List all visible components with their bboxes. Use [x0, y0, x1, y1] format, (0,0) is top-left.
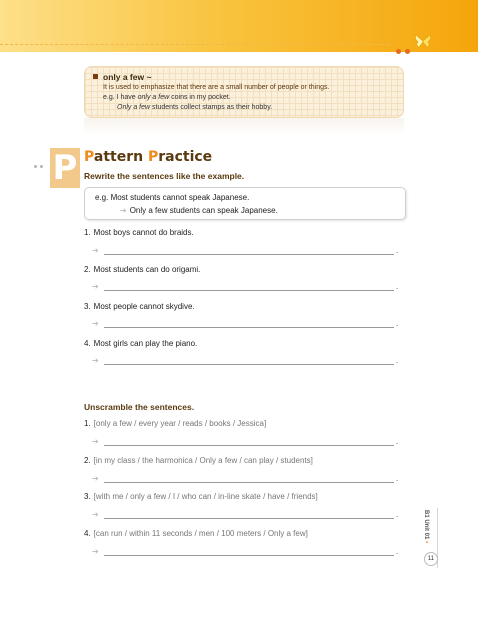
grammar-example-1-prefix: e.g. I have — [103, 94, 138, 101]
example-question: e.g. Most students cannot speak Japanese. — [95, 193, 250, 202]
section-dots — [34, 155, 46, 173]
part2-answer-line-1[interactable] — [92, 437, 404, 447]
grammar-note-box — [84, 66, 404, 118]
grammar-example-2 — [117, 103, 395, 113]
part2-item-3 — [84, 492, 318, 501]
title-rest-1: attern — [93, 149, 148, 165]
item-text: [can run / within 11 seconds / men / 100 meters / Only a few] — [93, 529, 308, 538]
answer-rule[interactable] — [104, 327, 394, 328]
answer-rule[interactable] — [104, 445, 394, 446]
answer-rule[interactable] — [104, 364, 394, 365]
part2-item-1 — [84, 419, 266, 428]
arrow-icon: ➔ — [92, 246, 99, 255]
item-text: Most people cannot skydive. — [93, 302, 195, 311]
title-rest-2: ractice — [158, 149, 213, 165]
part1-answer-line-2[interactable] — [92, 282, 404, 292]
item-number: 1. — [84, 228, 91, 237]
item-number: 4. — [84, 339, 91, 348]
grammar-title-text: only a few ~ — [103, 72, 152, 82]
answer-period: . — [396, 474, 399, 483]
grammar-example-1-italic: only a few — [137, 94, 170, 101]
answer-period: . — [396, 246, 399, 255]
unit-label-text: B1 Unit 01 — [423, 510, 429, 540]
answer-period: . — [396, 547, 399, 556]
part1-answer-line-1[interactable] — [92, 246, 404, 256]
item-number: 4. — [84, 529, 91, 538]
answer-rule[interactable] — [104, 482, 394, 483]
part1-answer-line-3[interactable] — [92, 319, 404, 329]
item-text: Most students can do origami. — [93, 265, 201, 274]
part1-answer-line-4[interactable] — [92, 356, 404, 366]
answer-rule[interactable] — [104, 254, 394, 255]
example-answer: Only a few students can speak Japanese. — [129, 206, 278, 215]
item-text: Most boys cannot do braids. — [93, 228, 194, 237]
answer-period: . — [396, 437, 399, 446]
arrow-icon: ➔ — [92, 437, 99, 446]
part1-item-4 — [84, 339, 197, 348]
answer-period: . — [396, 510, 399, 519]
part2-item-2 — [84, 456, 313, 465]
part2-answer-line-2[interactable] — [92, 474, 404, 484]
grammar-example-2-italic: Only a few — [117, 104, 151, 111]
grammar-example-1-suffix: coins in my pocket. — [169, 94, 231, 101]
item-text: [with me / only a few / I / who can / in-line skate / have / friends] — [93, 492, 318, 501]
banner-dashed-line — [0, 44, 390, 45]
item-text: [only a few / every year / reads / books / Jessica] — [93, 419, 267, 428]
answer-rule[interactable] — [104, 555, 394, 556]
arrow-icon: ➔ — [92, 474, 99, 483]
arrow-icon: ➔ — [92, 356, 99, 365]
example-answer-row — [120, 204, 395, 217]
arrow-icon: ➔ — [92, 319, 99, 328]
answer-period: . — [396, 282, 399, 291]
arrow-icon: ➔ — [92, 282, 99, 291]
part1-instruction: Rewrite the sentences like the example. — [84, 171, 245, 181]
grammar-description: It is used to emphasize that there are a small number of people or things. — [103, 84, 330, 91]
section-title — [84, 149, 212, 165]
part2-instruction: Unscramble the sentences. — [84, 402, 195, 412]
answer-rule[interactable] — [104, 290, 394, 291]
title-cap-1: P — [84, 149, 94, 165]
example-box — [84, 187, 406, 220]
grammar-title — [93, 72, 395, 82]
item-number: 2. — [84, 456, 91, 465]
section-big-letter: P — [50, 148, 80, 188]
title-cap-2: P — [147, 149, 159, 165]
answer-period: . — [396, 319, 399, 328]
answer-period: . — [396, 356, 399, 365]
page-number: 11 — [424, 552, 438, 566]
part1-item-2 — [84, 265, 200, 274]
arrow-icon: ➔ — [92, 510, 99, 519]
butterfly-icon — [414, 33, 432, 54]
arrow-icon: ➔ — [120, 206, 127, 215]
grammar-example-1 — [103, 93, 395, 103]
part1-item-3 — [84, 302, 195, 311]
part1-item-1 — [84, 228, 194, 237]
item-text: Most girls can play the piano. — [93, 339, 198, 348]
unit-label-dot: • — [423, 539, 429, 544]
bullet-square-icon — [93, 74, 98, 79]
grammar-box-shadow — [84, 118, 404, 136]
part2-answer-line-4[interactable] — [92, 547, 404, 557]
item-text: [in my class / the harmonica / Only a few / can play / students] — [93, 456, 313, 465]
item-number: 2. — [84, 265, 91, 274]
item-number: 3. — [84, 492, 91, 501]
item-number: 3. — [84, 302, 91, 311]
part2-item-4 — [84, 529, 308, 538]
item-number: 1. — [84, 419, 91, 428]
arrow-icon: ➔ — [92, 547, 99, 556]
grammar-example-2-suffix: students collect stamps as their hobby. — [150, 104, 273, 111]
answer-rule[interactable] — [104, 518, 394, 519]
part2-answer-line-3[interactable] — [92, 510, 404, 520]
banner-dots — [396, 41, 414, 59]
unit-label — [423, 510, 429, 543]
